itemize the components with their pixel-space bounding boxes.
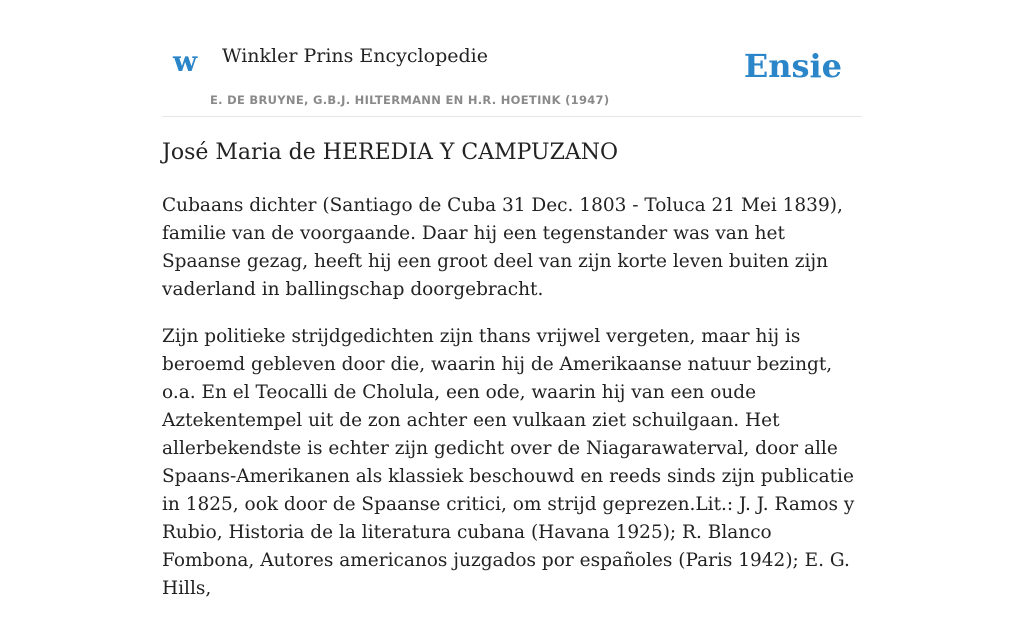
article-paragraph: Cubaans dichter (Santiago de Cuba 31 Dec. 1803 - Toluca 21 Mei 1839), familie van de voorgaande. Daar hij een tegenstander was van het Spaanse gezag, heeft hij een groot deel van zijn korte leven buiten zijn vaderland in ballingschap doorgebracht. xyxy=(162,195,843,300)
logo-icon[interactable]: w xyxy=(173,45,198,78)
site-title[interactable]: Winkler Prins Encyclopedie xyxy=(222,45,488,67)
brand-logo[interactable]: Ensie xyxy=(743,47,842,85)
article-paragraph: Zijn politieke strijdgedichten zijn thans vrijwel vergeten, maar hij is beroemd gebleven door die, waarin hij de Amerikaanse natuur bezingt, o.a. En el Teocalli de Cholula, een ode, waarin hij van een oude Aztekentempel uit de zon achter een vulkaan ziet schuilgaan. Het allerbekendste is echter zijn gedicht over de Niagarawaterval, door alle Spaans-Amerikanen als klassiek beschouwd en reeds sinds zijn publicatie in 1825, ook door de Spaanse critici, om strijd geprezen.Lit.: J. J. Ramos y Rubio, Historia de la literatura cubana (Havana 1925); R. Blanco Fombona, Autores americanos juzgados por españoles (Paris 1942); E. G. Hills, xyxy=(162,326,855,599)
page xyxy=(162,0,862,599)
site-header xyxy=(162,0,862,117)
article-title: José Maria de HEREDIA Y CAMPUZANO xyxy=(162,140,619,165)
article-body xyxy=(162,192,862,622)
site-subtitle: E. DE BRUYNE, G.B.J. HILTERMANN EN H.R. HOETINK (1947) xyxy=(210,93,610,107)
